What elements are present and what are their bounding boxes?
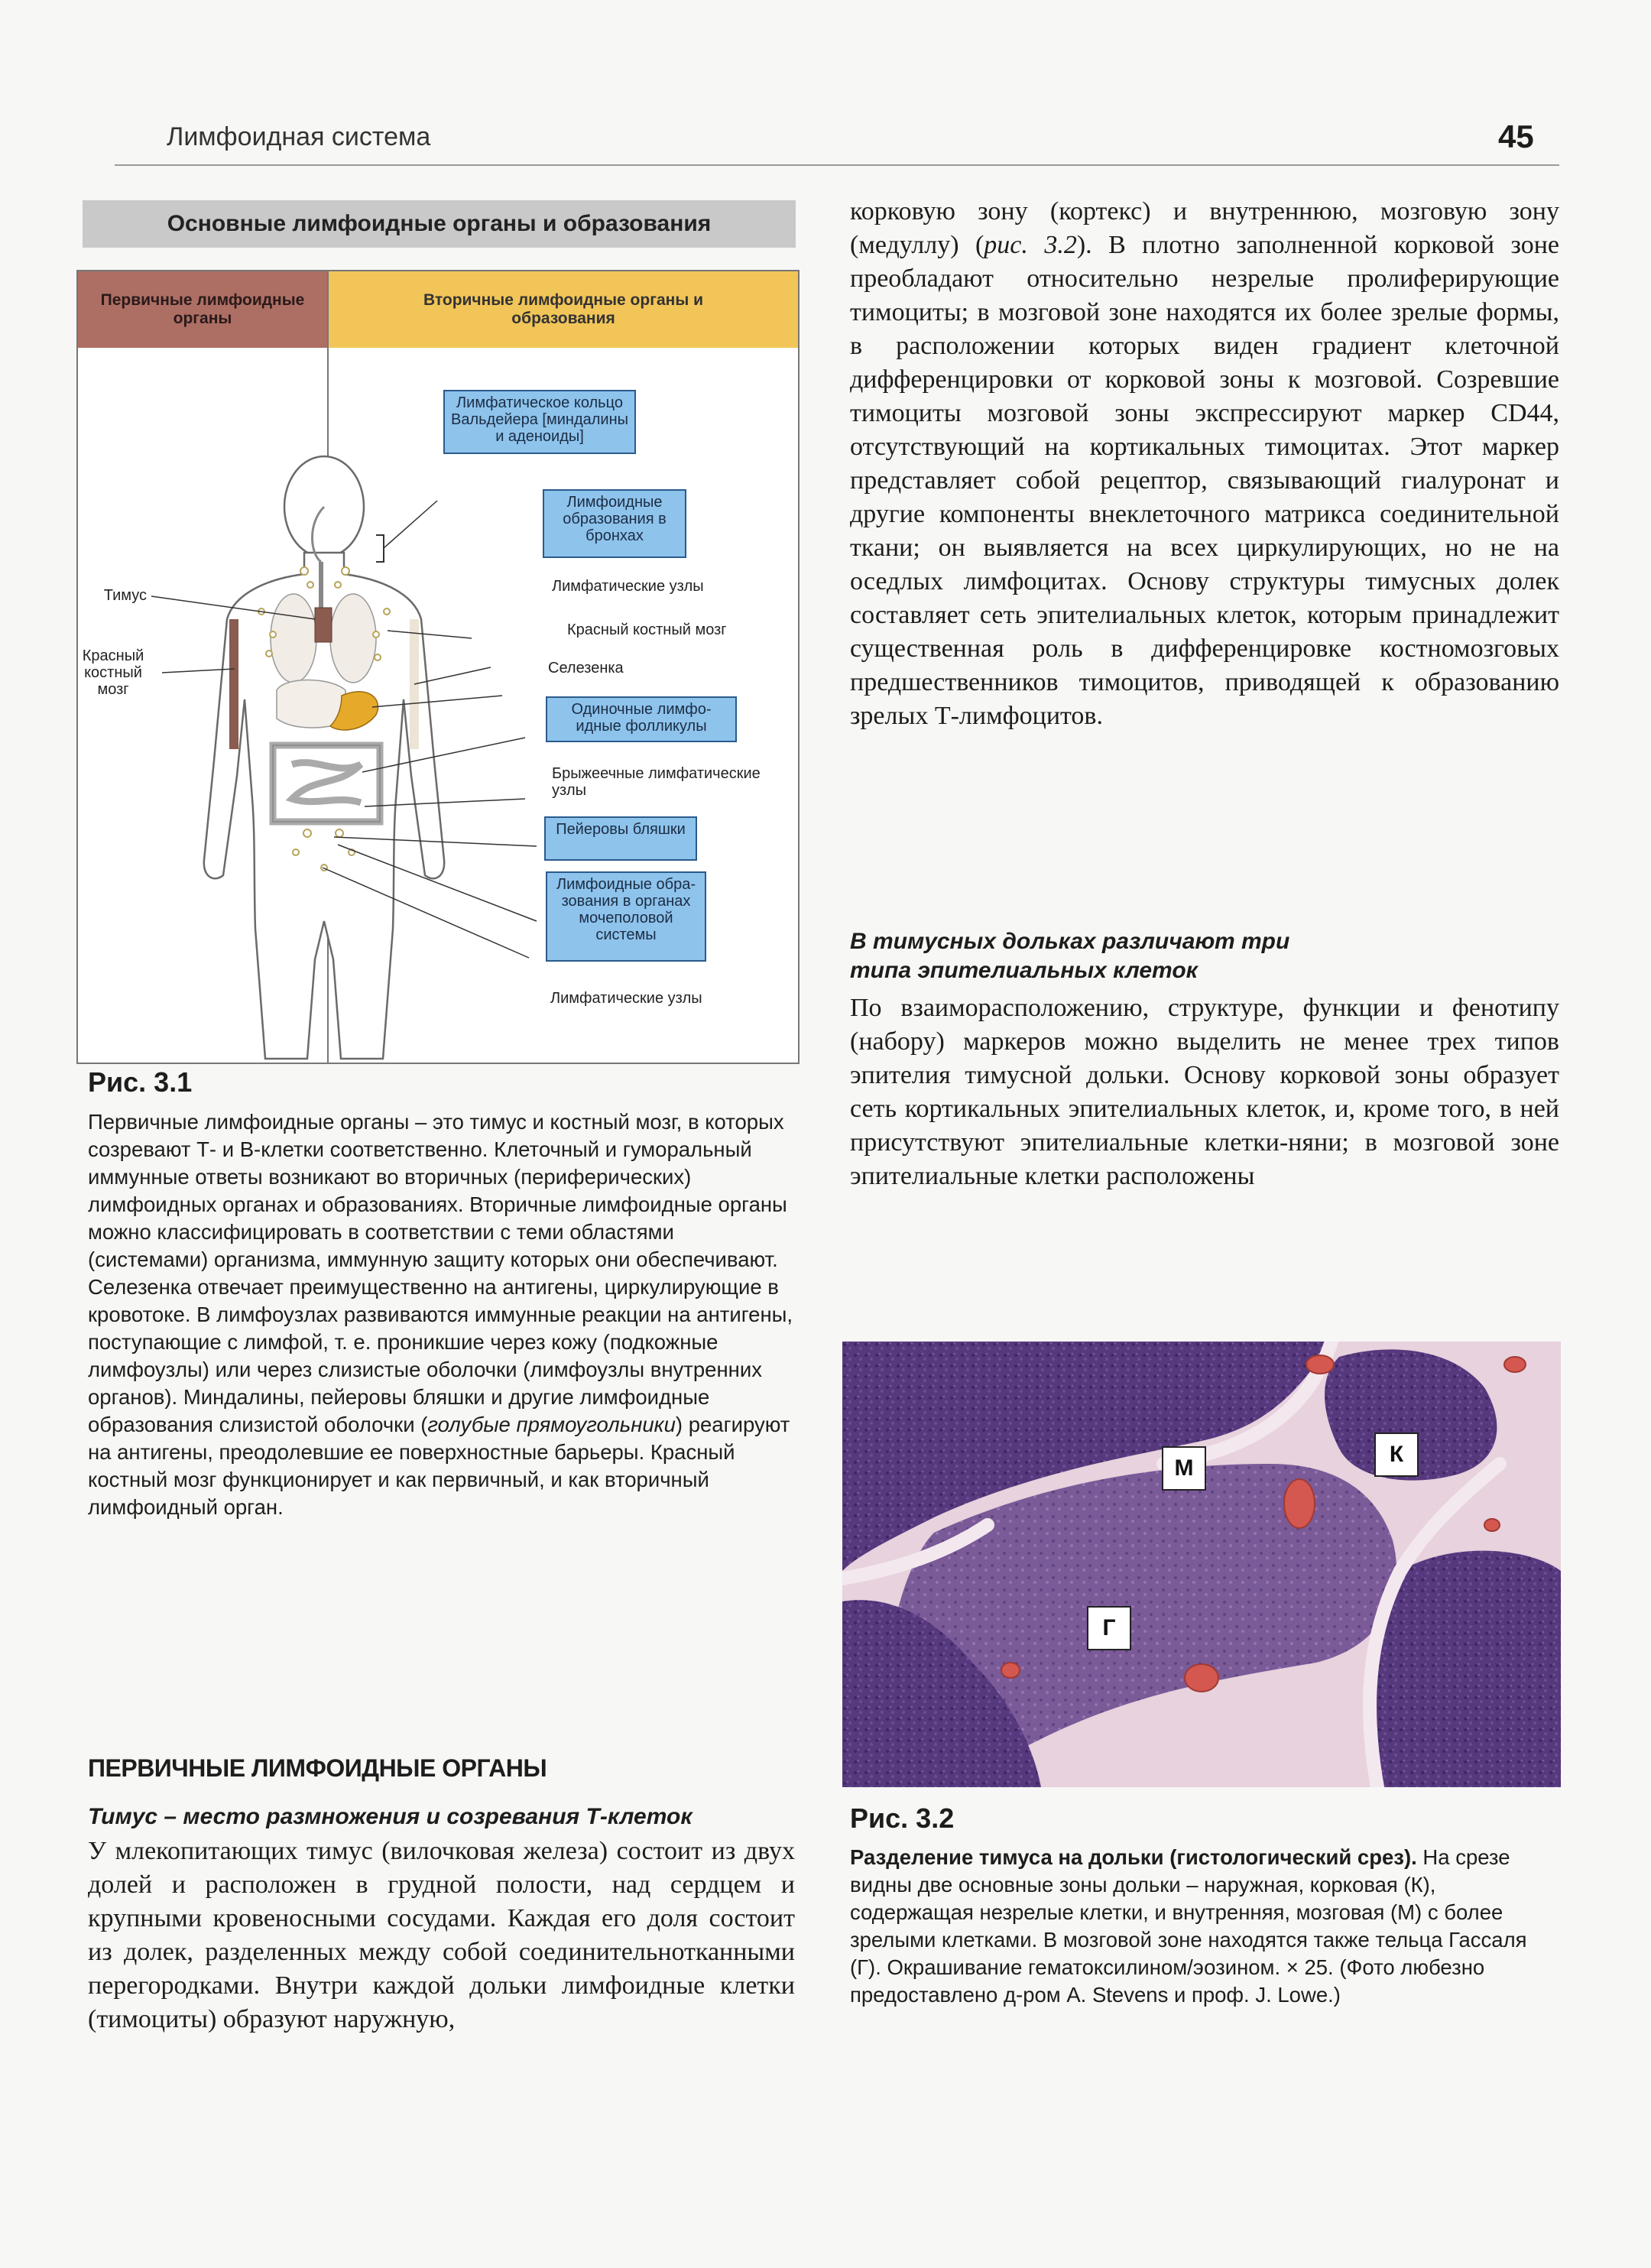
label-lymph-nodes: Лимфатические узлы — [552, 578, 704, 595]
label-spleen: Селезенка — [548, 660, 624, 677]
figure1-label: Рис. 3.1 — [88, 1066, 193, 1098]
label-red-marrow-right: Красный костный мозг — [567, 621, 727, 638]
label-red-marrow-left: Красный костный мозг — [82, 647, 144, 698]
secondary-organs-header: Вторичные лимфоидные органы и образования — [329, 271, 798, 348]
label-cortex: К — [1374, 1433, 1419, 1477]
subheading-epithelial: В тимусных дольках различают три типа эпителиальных клеток — [850, 929, 1290, 983]
figure1-caption — [88, 1108, 797, 1521]
figure1-caption-part: ) реагируют на антигены, преодолевшие ее поверхностные барьеры. Красный костный мозг функционирует и как первичный, и как вторичный лимфоидный орган. — [88, 1413, 790, 1519]
label-hassall-corpuscle: Г — [1087, 1606, 1131, 1650]
figure1-caption-part: Первичные лимфоидные органы – это тимус и костный мозг, в которых созревают Т- и В-клетки соответственно. Клеточный и гуморальный иммунные ответы возникают во вторичных (периферических) лимфоидных органах и образованиях. Вторичные лимфоидные органы можно классифицировать в соответствии с теми областями (системами) организма, иммунную защиту которых они обеспечивают. Селезенка отвечает преимущественно на антигены, циркулирующие в кровотоке. В лимфоузлах развиваются иммунные реакции на антигены, поступающие с лимфой, т. е. проникшие через кожу (подкожные лимфоузлы) или через слизистые оболочки (лимфоузлы внутренних органов). Миндалины, пейеровы бляшки и другие лимфоидные образования слизистой оболочки ( — [88, 1110, 793, 1436]
box-solitary-follicles: Одиночные лимфо- идные фолликулы — [546, 696, 737, 742]
subheading-thymus: Тимус – место размножения и созревания Т-клеток — [88, 1804, 693, 1829]
label-medulla: М — [1162, 1446, 1206, 1491]
figure1-caption-emphasis: голубые прямоугольники — [427, 1413, 676, 1436]
micrograph-image — [842, 1342, 1561, 1787]
box-waldeyer-ring: Лимфатическое кольцо Вальдейера [миндалины и аденоиды] — [443, 390, 636, 454]
figure1-title: Основные лимфоидные органы и образования — [83, 200, 796, 248]
primary-organs-header: Первичные лимфоидные органы — [78, 271, 327, 348]
box-bronchial-lymphoid: Лимфоидные образования в бронхах — [543, 489, 686, 558]
label-thymus: Тимус — [103, 587, 147, 604]
label-lymph-nodes-bottom: Лимфатические узлы — [550, 990, 702, 1007]
box-urogenital-lymphoid: Лимфоидные обра- зования в органах мочеполовой системы — [546, 871, 706, 962]
figure-reference: рис. 3.2 — [984, 231, 1077, 259]
figure2-caption-text: На срезе видны две основные зоны дольки – наружная, корковая (К), содержащая незрелые клетки, и внутренняя, мозговая (М) с более зрелыми клетками. В мозговой зоне находятся также тельца Гассаля (Г). Окрашивание гематоксилином/эозином. × 25. (Фото любезно предоставлено д-ром A. Stevens и проф. J. Lowe.) — [850, 1845, 1527, 2007]
body-text: ). В плотно заполненной корковой зоне преобладают относительно незрелые пролиферирующие тимоциты; в мозговой зоне находятся их более зрелые формы, в расположении которых виден градиент клеточной дифференцировки от корковой зоны к мозговой. Созревшие тимоциты мозговой зоны экспрессируют маркер CD44, отсутствующий на кортикальных тимоцитах. Этот маркер представляет собой рецептор, связывающий гиалуронат и другие компоненты внеклеточного матрикса соединительной ткани; он выявляется на всех циркулирующих, но не на оседлых лимфоцитах. Основу структуры тимусных долек составляет сеть эпителиальных клеток, которым принадлежит существенная роль в дифференцировке костномозговых предшественников тимоцитов, приводящей к образованию зрелых Т-лимфоцитов. — [850, 231, 1560, 730]
section-heading: ПЕРВИЧНЫЕ ЛИМФОИДНЫЕ ОРГАНЫ — [88, 1754, 547, 1782]
figure2-caption — [850, 1844, 1561, 2009]
figure1-diagram — [76, 270, 800, 1064]
header-rule — [115, 164, 1559, 166]
body-text: корковую зону (кортекс) и внутреннюю, мозговую зону (медуллу) ( — [850, 197, 1559, 259]
left-body-paragraph: У млекопитающих тимус (вилочковая железа) состоит из двух долей и расположен в грудной полости, над сердцем и крупными кровеносными сосудами. Каждая его доля состоит из долек, разделенных между собой соединительнотканными перегородками. Внутри каждой дольки лимфоидные клетки (тимоциты) образуют наружную, — [88, 1837, 795, 2033]
figure2-caption-title: Разделение тимуса на дольки (гистологический срез). — [850, 1845, 1417, 1869]
figure2-label: Рис. 3.2 — [850, 1802, 955, 1834]
box-peyer-patches: Пейеровы бляшки — [544, 816, 697, 861]
running-title: Лимфоидная система — [167, 122, 431, 151]
page-number: 45 — [1498, 118, 1534, 154]
thymus-micrograph — [842, 1342, 1561, 1787]
right-body-paragraph — [850, 195, 1559, 733]
label-mesenteric-nodes: Брыжеечные лимфатические узлы — [552, 765, 761, 799]
right-body-paragraph-2: По взаиморасположению, структуре, функции и фенотипу (набору) маркеров можно выделить не менее трех типов эпителия тимусной дольки. Основу корковой зоны образует сеть кортикальных эпителиальных клеток, и, кроме того, в ней присутствуют эпителиальные клетки-няни; в мозговой зоне эпителиальные клетки расположены — [850, 994, 1559, 1190]
